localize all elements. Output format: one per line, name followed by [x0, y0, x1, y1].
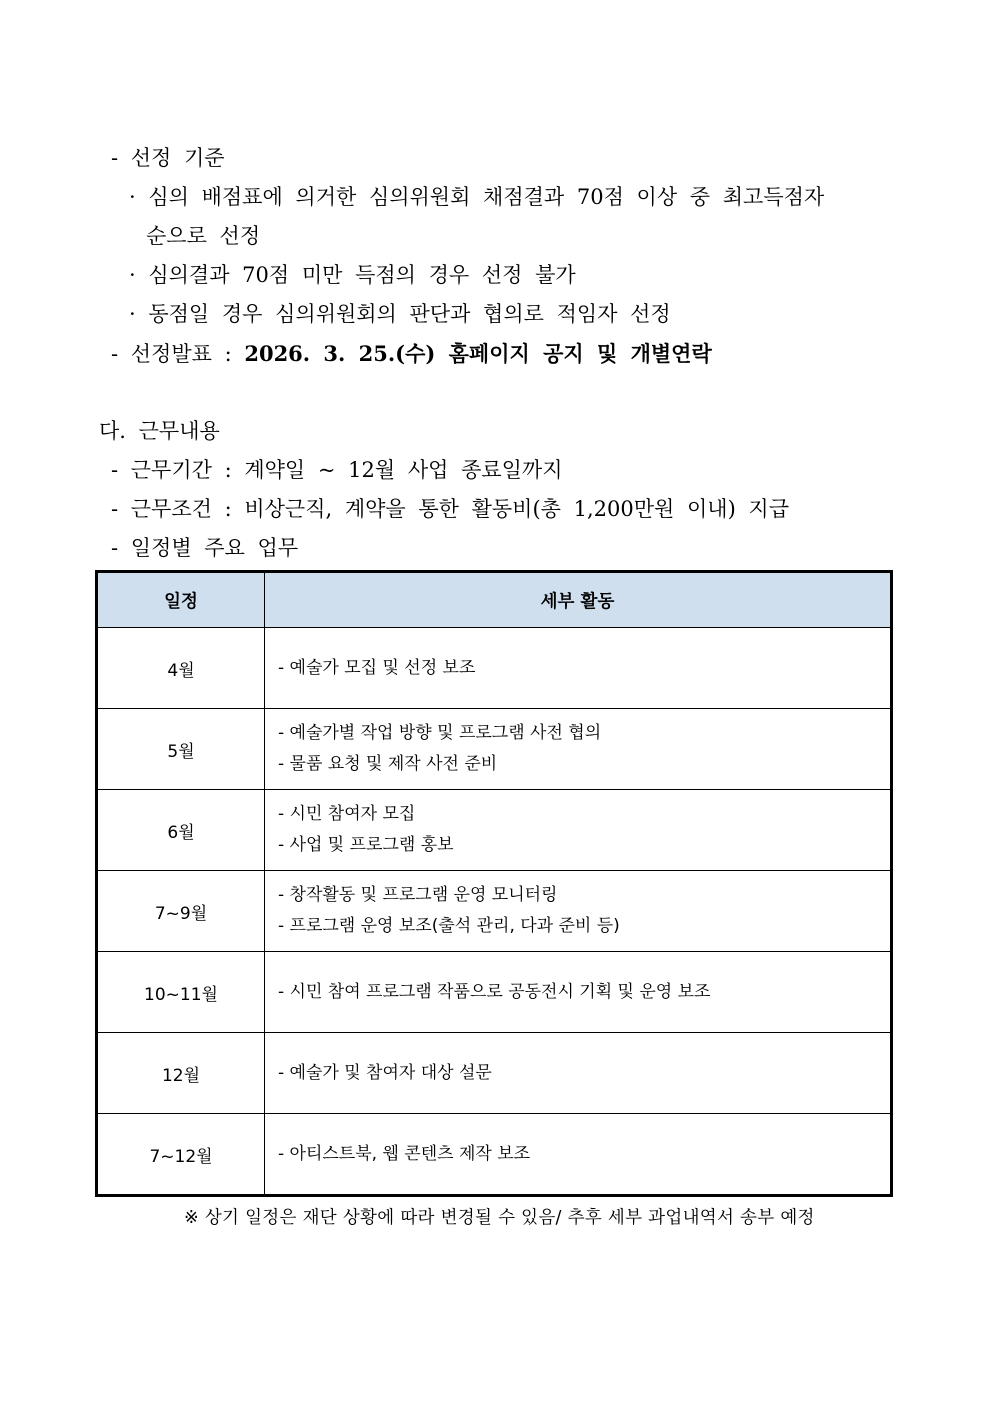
criteria-bullet-1-line-2: 순으로 선정	[146, 224, 261, 248]
criteria-bullet-1-line-1: · 심의 배점표에 의거한 심의위원회 채점결과 70점 이상 중 최고득점자	[129, 185, 825, 209]
activities-cell	[265, 871, 892, 952]
activity-line: - 사업 및 프로그램 홍보	[278, 835, 454, 855]
schedule-cell: 7~12월	[97, 1114, 265, 1196]
header-row	[97, 572, 892, 628]
activity-line: - 아티스트북, 웹 콘텐츠 제작 보조	[278, 1143, 531, 1164]
activities-cell	[265, 628, 892, 709]
footnote: ※ 상기 일정은 재단 상황에 따라 변경될 수 있음/ 추후 세부 과업내역서 송부 예정	[184, 1208, 815, 1228]
selection-criteria-title: - 선정 기준	[111, 146, 225, 170]
announcement-label: - 선정발표 :	[111, 342, 245, 366]
activity-line: - 예술가 모집 및 선정 보조	[278, 657, 476, 678]
schedule-table-body	[97, 628, 892, 1196]
table-row	[97, 1033, 892, 1114]
criteria-bullet-2: · 심의결과 70점 미만 득점의 경우 선정 불가	[129, 263, 576, 287]
work-details-heading: 다. 근무내용	[99, 419, 220, 443]
work-period-line: - 근무기간 : 계약일 ~ 12월 사업 종료일까지	[111, 458, 563, 482]
table-row	[97, 790, 892, 871]
schedule-cell: 7~9월	[97, 871, 265, 952]
header-activity: 세부 활동	[265, 572, 892, 628]
table-row	[97, 628, 892, 709]
announcement-line	[0, 334, 992, 374]
header-schedule: 일정	[97, 572, 265, 628]
activity-line: - 프로그램 운영 보조(출석 관리, 다과 준비 등)	[278, 916, 620, 936]
schedule-cell: 6월	[97, 790, 265, 871]
table-row	[97, 871, 892, 952]
activities-cell	[265, 952, 892, 1033]
work-condition-line: - 근무조건 : 비상근직, 계약을 통한 활동비(총 1,200만원 이내) 지급	[111, 497, 790, 521]
schedule-table-head	[97, 572, 892, 628]
section-gap	[0, 374, 992, 412]
criteria-bullet-3: · 동점일 경우 심의위원회의 판단과 협의로 적임자 선정	[129, 302, 671, 326]
table-row	[97, 1114, 892, 1196]
schedule-cell: 4월	[97, 628, 265, 709]
schedule-table	[95, 570, 893, 1197]
announcement-date-value: 2026. 3. 25.(수) 홈페이지 공지 및 개별연락	[244, 341, 712, 366]
activity-line: - 시민 참여 프로그램 작품으로 공동전시 기획 및 운영 보조	[278, 981, 711, 1002]
activities-cell	[265, 1033, 892, 1114]
activities-cell	[265, 1114, 892, 1196]
schedule-cell: 12월	[97, 1033, 265, 1114]
table-row	[97, 952, 892, 1033]
activity-line: - 창작활동 및 프로그램 운영 모니터링	[278, 885, 558, 905]
activity-line: - 예술가별 작업 방향 및 프로그램 사전 협의	[278, 723, 602, 743]
schedule-intro-line: - 일정별 주요 업무	[111, 536, 299, 560]
activity-line: - 예술가 및 참여자 대상 설문	[278, 1062, 492, 1083]
activity-line: - 시민 참여자 모집	[278, 804, 416, 824]
activities-cell	[265, 790, 892, 871]
activities-cell	[265, 709, 892, 790]
schedule-cell: 5월	[97, 709, 265, 790]
table-row	[97, 709, 892, 790]
schedule-cell: 10~11월	[97, 952, 265, 1033]
activity-line: - 물품 요청 및 제작 사전 준비	[278, 754, 498, 774]
